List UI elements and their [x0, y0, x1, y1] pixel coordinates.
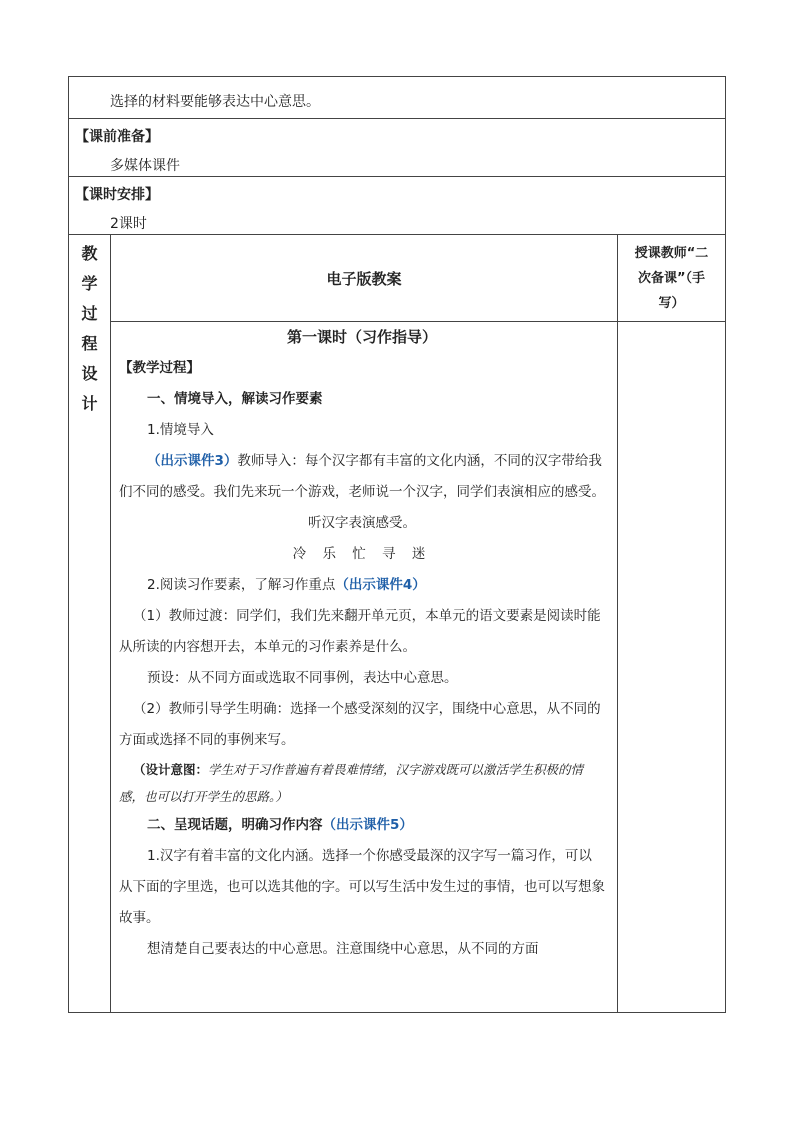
prep-row — [69, 119, 726, 177]
prep-label: 【课前准备】 — [75, 129, 159, 145]
teacher-transition: （1）教师过渡：同学们，我们先来翻开单元页，本单元的语文要素是阅读时能从所读的内容想开去，本单元的习作素养是什么。 — [119, 608, 601, 655]
side-char: 教 — [81, 244, 98, 263]
design-intent — [119, 756, 605, 810]
heading-text: 二、呈现话题，明确习作内容 — [147, 817, 323, 833]
paragraph-intro — [119, 446, 605, 508]
electronic-plan-header: 电子版教案 — [111, 235, 618, 322]
section-2-heading — [119, 810, 605, 841]
right-header-line: 次备课”（手 — [637, 270, 706, 286]
side-char: 学 — [81, 274, 98, 293]
right-header-line: 授课教师“二 — [634, 245, 709, 261]
design-intent-label: （设计意图： — [133, 762, 209, 777]
paragraph-text: 教师导入：每个汉字都有丰富的文化内涵，不同的汉字带给我们不同的感受。我们先来玩一个游戏，老师说一个汉字，同学们表演相应的感受。 — [119, 453, 605, 500]
materials-text: 选择的材料要能够表达中心意思。 — [110, 94, 320, 110]
courseware-ref: （出示课件5） — [322, 817, 413, 833]
topic-description: 1.汉字有着丰富的文化内涵。选择一个你感受最深的汉字写一篇习作，可以从下面的字里选，也可以选其他的字。可以写生活中发生过的事情，也可以写想象故事。 — [119, 848, 605, 926]
design-intent-text: 学生对于习作普遍有着畏难情绪，汉字游戏既可以激活学生积极的情感，也可以打开学生的思路。） — [119, 762, 584, 804]
side-char: 过 — [81, 304, 98, 323]
game-characters: 冷 乐 忙 寻 迷 — [292, 546, 432, 562]
side-char: 计 — [81, 394, 98, 413]
lesson-content — [111, 322, 618, 1013]
topic-requirement: 想清楚自己要表达的中心意思。注意围绕中心意思，从不同的方面 — [147, 941, 539, 957]
presumption: 预设：从不同方面或选取不同事例，表达中心意思。 — [147, 670, 458, 686]
side-label — [69, 235, 110, 419]
courseware-ref: （出示课件4） — [335, 577, 426, 593]
game-instruction: 听汉字表演感受。 — [308, 515, 416, 531]
prep-text: 多媒体课件 — [110, 158, 180, 174]
side-char: 设 — [81, 364, 98, 383]
schedule-text: 2课时 — [110, 216, 147, 232]
handwritten-notes-cell — [618, 322, 726, 1013]
right-header-line: 写） — [658, 295, 685, 311]
lesson-plan-table — [68, 76, 726, 1013]
paragraph-text: 2.阅读习作要素，了解习作重点 — [147, 577, 336, 593]
side-char: 程 — [81, 334, 98, 353]
lesson-title: 第一课时（习作指导） — [286, 328, 437, 346]
header-row — [69, 235, 726, 322]
materials-row — [69, 77, 726, 119]
courseware-ref: （出示课件3） — [147, 453, 238, 469]
secondary-prep-header — [618, 235, 726, 322]
schedule-label: 【课时安排】 — [75, 187, 159, 203]
process-label: 【教学过程】 — [119, 360, 200, 376]
section-1-item-2 — [119, 570, 605, 601]
teacher-guidance: （2）教师引导学生明确：选择一个感受深刻的汉字，围绕中心意思，从不同的方面或选择不同的事例来写。 — [119, 701, 601, 748]
content-row — [69, 322, 726, 1013]
schedule-row — [69, 177, 726, 235]
section-1-item-1: 1.情境导入 — [147, 422, 214, 438]
side-label-cell — [69, 235, 111, 1013]
section-1-heading: 一、情境导入，解读习作要素 — [147, 391, 323, 407]
